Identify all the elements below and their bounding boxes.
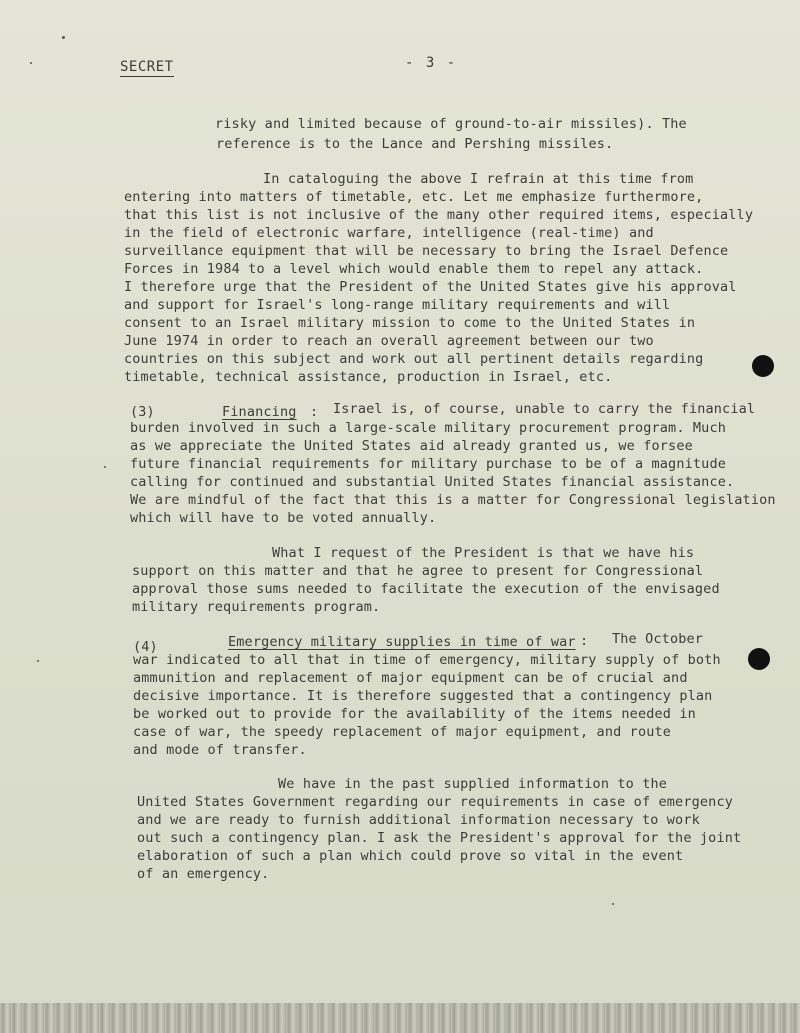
scan-bottom-edge [0,1003,800,1033]
punch-hole-mark [752,355,774,377]
text-line: case of war, the speedy replacement of major equipment, and route [133,724,672,740]
text-line: future financial requirements for military purchase to be of a magnitude [130,456,726,472]
text-line: consent to an Israel military mission to come to the United States in [124,315,696,331]
section-3-separator: : [310,404,319,420]
page-number: - 3 - [405,55,458,71]
text-line: timetable, technical assistance, production in Israel, etc. [124,369,613,385]
text-line: of an emergency. [137,866,270,882]
text-line: entering into matters of timetable, etc. Let me emphasize furthermore, [124,189,704,205]
text-line: reference is to the Lance and Pershing missiles. [216,136,614,152]
text-line: be worked out to provide for the availability of the items needed in [133,706,696,722]
text-line: approval those sums needed to facilitate the execution of the envisaged [132,581,720,597]
text-line: and support for Israel's long-range military requirements and will [124,297,671,313]
scan-speck [62,36,65,39]
text-line: countries on this subject and work out all pertinent details regarding [124,351,704,367]
text-line: out such a contingency plan. I ask the President's approval for the joint [137,830,742,846]
text-line: and we are ready to furnish additional information necessary to work [137,812,700,828]
text-line: burden involved in such a large-scale military procurement program. Much [130,420,726,436]
text-line: Israel is, of course, unable to carry the financial [333,401,756,417]
text-line: What I request of the President is that we have his [272,545,695,561]
text-line: June 1974 in order to reach an overall agreement between our two [124,333,654,349]
text-line: that this list is not inclusive of the many other required items, especially [124,207,754,223]
text-line: decisive importance. It is therefore suggested that a contingency plan [133,688,713,704]
text-line: We are mindful of the fact that this is a matter for Congressional legislation [130,492,776,508]
text-line: We have in the past supplied information to the [278,776,668,792]
classification-marking: SECRET [120,59,174,75]
section-3-heading: Financing [222,404,297,420]
text-line: as we appreciate the United States aid already granted us, we forsee [130,438,693,454]
text-line: in the field of electronic warfare, intelligence (real-time) and [124,225,654,241]
text-line: support on this matter and that he agree to present for Congressional [132,563,704,579]
text-line: elaboration of such a plan which could prove so vital in the event [137,848,684,864]
text-line: calling for continued and substantial United States financial assistance. [130,474,735,490]
section-4-heading: Emergency military supplies in time of war [228,634,576,650]
text-line: risky and limited because of ground-to-air missiles). The [215,116,687,132]
text-line: which will have to be voted annually. [130,510,437,526]
section-4-number: (4) [133,639,158,655]
scan-speck [30,62,32,64]
scan-speck [37,660,39,662]
text-line: and mode of transfer. [133,742,307,758]
text-line: In cataloguing the above I refrain at this time from [263,171,694,187]
text-line: ammunition and replacement of major equipment can be of crucial and [133,670,688,686]
text-line: Forces in 1984 to a level which would enable them to repel any attack. [124,261,704,277]
scan-speck [612,903,614,905]
text-line: United States Government regarding our requirements in case of emergency [137,794,733,810]
scan-speck [104,466,106,468]
text-line: surveillance equipment that will be necessary to bring the Israel Defence [124,243,729,259]
section-3-number: (3) [130,404,155,420]
section-4-separator: : [580,633,589,649]
punch-hole-mark [748,648,770,670]
text-line: I therefore urge that the President of the United States give his approval [124,279,737,295]
text-line: war indicated to all that in time of emergency, military supply of both [133,652,721,668]
text-line: The October [612,631,704,647]
text-line: military requirements program. [132,599,381,615]
